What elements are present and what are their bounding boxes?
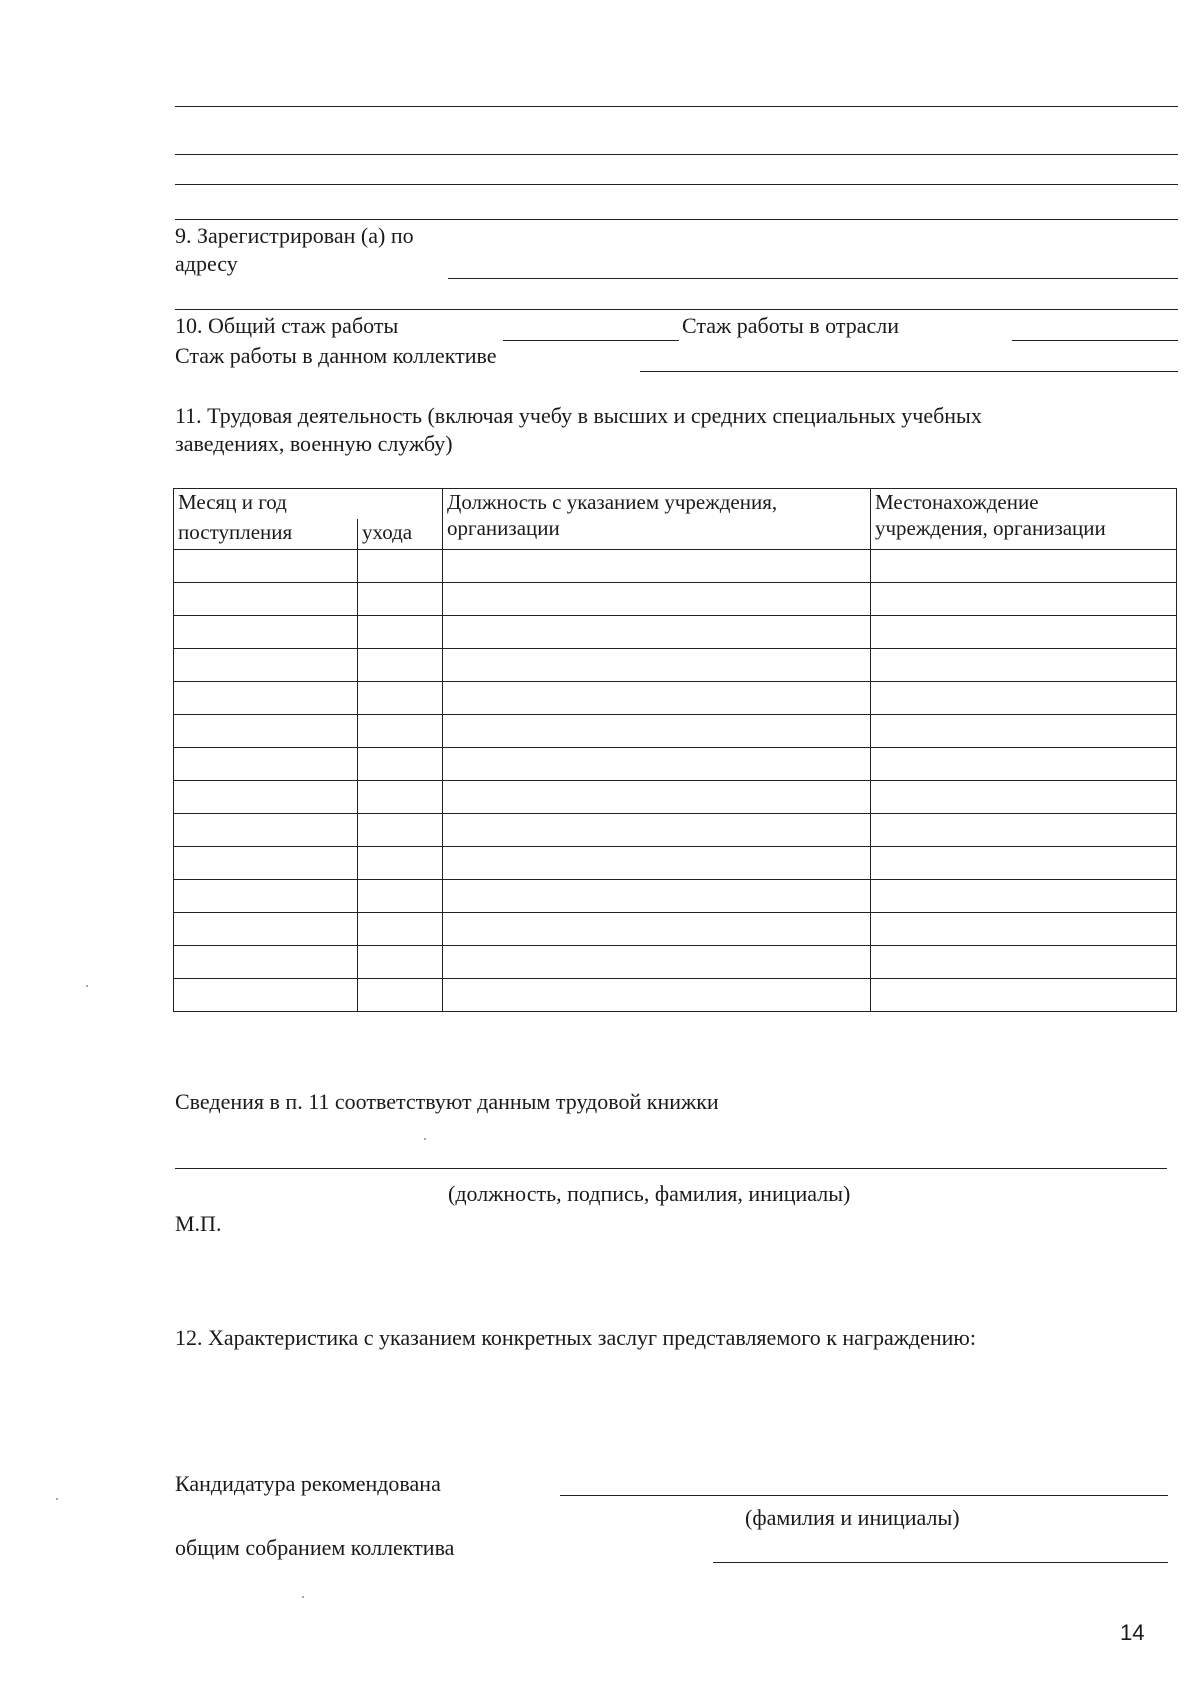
seal-mark: М.П. [175,1211,222,1236]
position-cell[interactable] [443,946,871,979]
scan-speck [86,985,88,987]
location-cell[interactable] [871,880,1177,913]
position-cell[interactable] [443,913,871,946]
location-cell[interactable] [871,847,1177,880]
location-cell[interactable] [871,748,1177,781]
table-row [174,748,1177,781]
entry-cell[interactable] [174,946,358,979]
location-cell[interactable] [871,781,1177,814]
position-cell[interactable] [443,880,871,913]
table-row [174,814,1177,847]
location-cell[interactable] [871,649,1177,682]
exit-cell[interactable] [358,814,443,847]
page-number: 14 [1120,1620,1145,1645]
location-cell[interactable] [871,616,1177,649]
header-entry: поступления [174,519,358,550]
position-cell[interactable] [443,979,871,1012]
position-cell[interactable] [443,715,871,748]
exit-cell[interactable] [358,616,443,649]
location-cell[interactable] [871,814,1177,847]
exit-cell[interactable] [358,880,443,913]
table-row [174,913,1177,946]
exit-cell[interactable] [358,649,443,682]
header-location [871,489,1177,550]
exit-cell[interactable] [358,748,443,781]
section11-heading-line1: 11. Трудовая деятельность (включая учебу в высших и средних специальных учебных [175,403,982,428]
blank-line[interactable] [175,184,1178,185]
location-cell[interactable] [871,946,1177,979]
section11-heading-line2: заведениях, военную службу) [175,431,453,456]
location-cell[interactable] [871,583,1177,616]
location-cell[interactable] [871,913,1177,946]
table-row [174,649,1177,682]
position-cell[interactable] [443,550,871,583]
header-location-line2: учреждения, организации [875,516,1106,541]
header-position-line2: организации [447,516,560,541]
recommendation-line2: общим собранием коллектива [175,1535,455,1560]
table-row [174,781,1177,814]
position-cell[interactable] [443,583,871,616]
verification-statement: Сведения в п. 11 соответствуют данным трудовой книжки [175,1089,719,1114]
table-row [174,550,1177,583]
entry-cell[interactable] [174,715,358,748]
entry-cell[interactable] [174,616,358,649]
position-cell[interactable] [443,847,871,880]
entry-cell[interactable] [174,781,358,814]
table-row [174,583,1177,616]
exit-cell[interactable] [358,913,443,946]
entry-cell[interactable] [174,979,358,1012]
table-row [174,847,1177,880]
table-row [174,979,1177,1012]
position-cell[interactable] [443,616,871,649]
location-cell[interactable] [871,550,1177,583]
exit-cell[interactable] [358,946,443,979]
location-cell[interactable] [871,682,1177,715]
header-location-line1: Местонахождение [875,490,1039,514]
name-caption: (фамилия и инициалы) [745,1505,960,1530]
exit-cell[interactable] [358,550,443,583]
blank-line[interactable] [175,219,1178,220]
scan-speck [302,1596,304,1598]
section9-label-line1: 9. Зарегистрирован (а) по [175,223,414,248]
position-cell[interactable] [443,814,871,847]
table-row [174,880,1177,913]
scan-speck [56,1498,58,1500]
section9-label-line2: адресу [175,251,238,276]
total-experience-label: 10. Общий стаж работы [175,313,399,338]
position-cell[interactable] [443,682,871,715]
exit-cell[interactable] [358,715,443,748]
location-cell[interactable] [871,715,1177,748]
collective-field-line[interactable] [713,1562,1168,1563]
exit-cell[interactable] [358,979,443,1012]
table-row [174,616,1177,649]
signature-caption: (должность, подпись, фамилия, инициалы) [448,1181,851,1206]
exit-cell[interactable] [358,781,443,814]
address-field-line-2[interactable] [175,309,1178,310]
header-month-year: Месяц и год [174,489,443,520]
entry-cell[interactable] [174,550,358,583]
collective-experience-label: Стаж работы в данном коллективе [175,343,497,368]
collective-experience-field[interactable] [640,371,1178,372]
name-field-line[interactable] [560,1495,1168,1496]
exit-cell[interactable] [358,583,443,616]
header-position [443,489,871,550]
industry-experience-field[interactable] [1012,340,1178,341]
entry-cell[interactable] [174,682,358,715]
entry-cell[interactable] [174,649,358,682]
header-position-line1: Должность с указанием учреждения, [447,490,778,514]
position-cell[interactable] [443,649,871,682]
table-row [174,715,1177,748]
blank-line[interactable] [175,106,1178,107]
table-row [174,946,1177,979]
entry-cell[interactable] [174,583,358,616]
table-row [174,682,1177,715]
recommendation-line1: Кандидатура рекомендована [175,1471,441,1496]
position-cell[interactable] [443,781,871,814]
section12-heading: 12. Характеристика с указанием конкретных заслуг представляемого к награждению: [175,1325,976,1350]
industry-experience-label: Стаж работы в отрасли [682,313,900,338]
exit-cell[interactable] [358,847,443,880]
signature-field-line[interactable] [175,1168,1167,1169]
scan-speck [424,1138,426,1140]
blank-line[interactable] [175,154,1178,155]
header-exit: ухода [358,519,443,550]
position-cell[interactable] [443,748,871,781]
entry-cell[interactable] [174,847,358,880]
entry-cell[interactable] [174,913,358,946]
entry-cell[interactable] [174,814,358,847]
entry-cell[interactable] [174,748,358,781]
location-cell[interactable] [871,979,1177,1012]
total-experience-field[interactable] [503,340,679,341]
address-field-line[interactable] [448,278,1178,279]
entry-cell[interactable] [174,880,358,913]
employment-history-table [173,488,1177,1012]
exit-cell[interactable] [358,682,443,715]
